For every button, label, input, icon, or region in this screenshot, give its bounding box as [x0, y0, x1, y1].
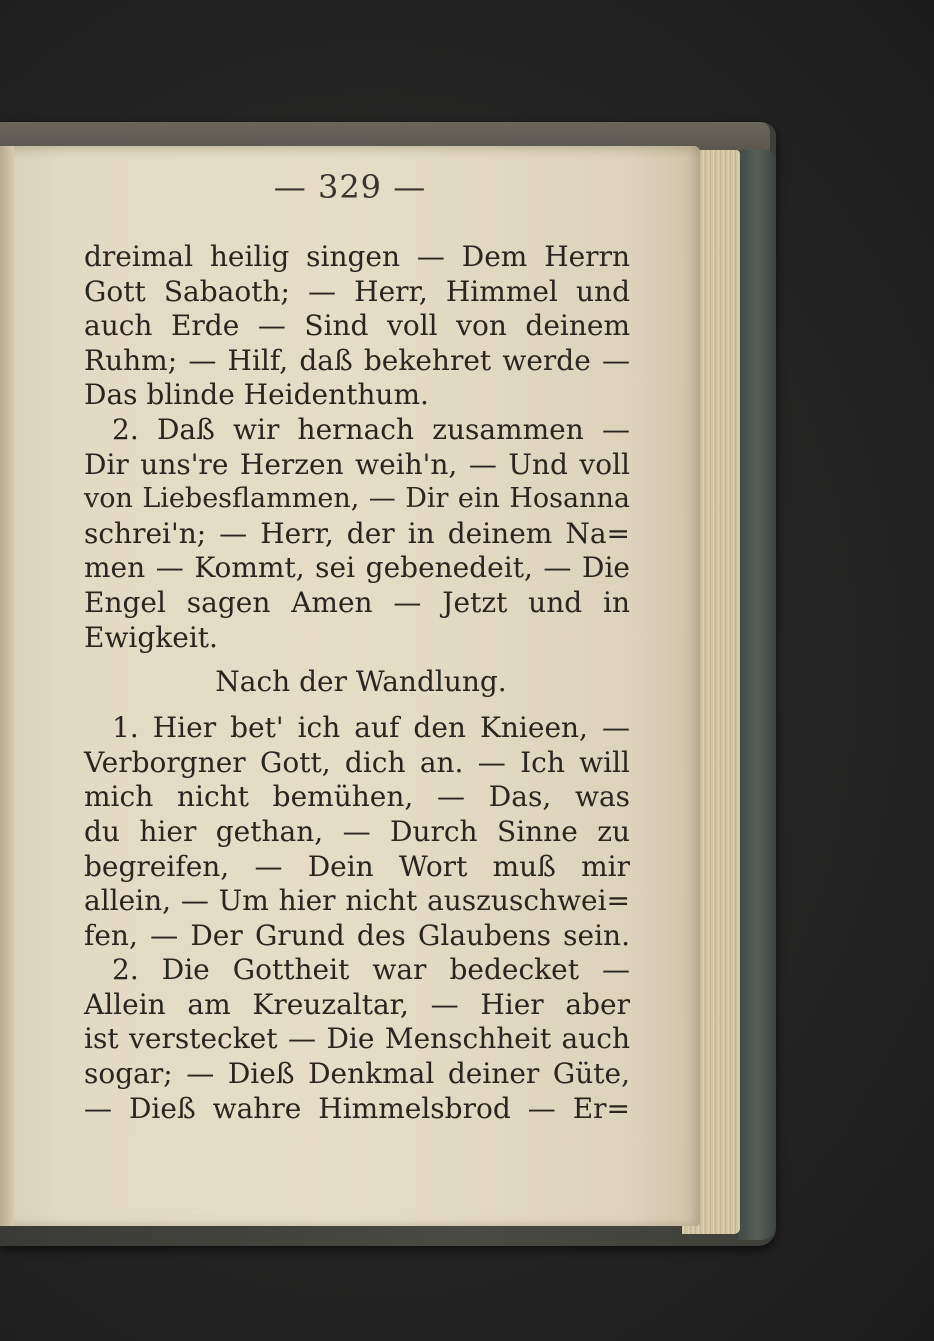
- text-line: 1. Hier bet' ich auf den Knieen, —: [112, 711, 630, 745]
- text-line: 2. Die Gottheit war bedecket —: [112, 953, 630, 987]
- text-line: fen, — Der Grund des Glaubens sein.: [84, 918, 630, 952]
- text-line: Ruhm; — Hilf, daß bekehret werde —: [84, 343, 630, 377]
- text-line: auch Erde — Sind voll von deinem: [84, 309, 630, 343]
- text-line: begreifen, — Dein Wort muß mir: [84, 849, 630, 883]
- page-text: [84, 240, 630, 1126]
- text-line: — Dieß wahre Himmelsbrod — Er=: [84, 1091, 630, 1125]
- text-line: schrei'n; — Herr, der in deinem Na=: [84, 516, 630, 550]
- text-line: men — Kommt, sei gebenedeit, — Die: [84, 551, 630, 585]
- text-line: ist verstecket — Die Menschheit auch: [84, 1022, 630, 1056]
- page-gutter: [0, 146, 14, 1226]
- page-number: — 329 —: [273, 168, 427, 206]
- text-line: sogar; — Dieß Denkmal deiner Güte,: [84, 1057, 630, 1091]
- text-line: Verborgner Gott, dich an. — Ich will: [84, 745, 630, 779]
- text-line: von Liebesflammen, — Dir ein Hosanna: [84, 483, 630, 515]
- section-heading: Nach der Wandlung.: [215, 665, 507, 699]
- text-line: dreimal heilig singen — Dem Herrn: [84, 240, 630, 273]
- text-line: 2. Daß wir hernach zusammen —: [112, 412, 630, 446]
- text-line: allein, — Um hier nicht auszuschwei=: [84, 884, 630, 918]
- text-line: mich nicht bemühen, — Das, was: [84, 780, 630, 814]
- book-spine: [738, 150, 776, 1240]
- text-line: Ewigkeit.: [84, 620, 218, 654]
- text-line: du hier gethan, — Durch Sinne zu: [84, 814, 630, 848]
- text-line: Dir uns're Herzen weih'n, — Und voll: [84, 447, 630, 481]
- text-line: Engel sagen Amen — Jetzt und in: [84, 585, 630, 619]
- text-line: Allein am Kreuzaltar, — Hier aber: [84, 987, 630, 1021]
- text-line: Gott Sabaoth; — Herr, Himmel und: [84, 274, 630, 308]
- text-line: Das blinde Heidenthum.: [84, 378, 429, 412]
